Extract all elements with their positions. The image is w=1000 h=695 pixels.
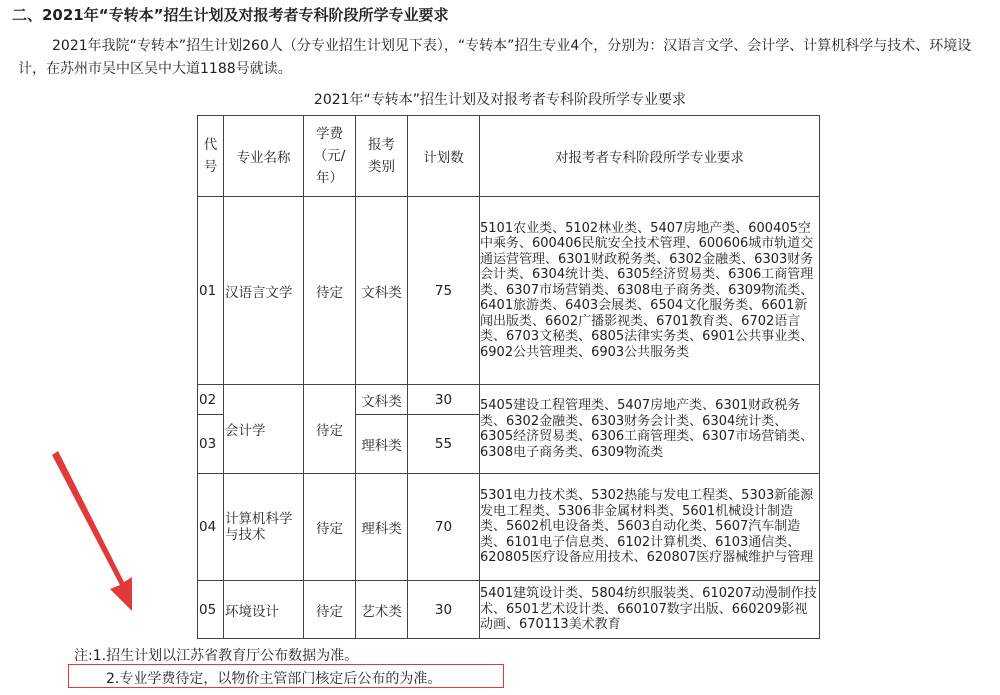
row-requirements: 5301电力技术类、5302热能与发电工程类、5303新能源发电工程类、5306非金属材料类、5601机械设计制造类、5602机电设备类、5603自动化类、5607汽车制造类、6101电子信息类、6102计算机类、6103通信类、620805医疗设备应用技术、620807医疗器械维护与管理 — [480, 474, 820, 581]
section-title: 二、2021年“专转本”招生计划及对报考者专科阶段所学专业要求 — [12, 6, 449, 24]
header-major: 专业名称 — [224, 116, 304, 197]
row-fee: 待定 — [304, 474, 356, 581]
table-row — [198, 197, 820, 385]
row-code: 01 — [198, 197, 224, 385]
row-fee: 待定 — [304, 581, 356, 639]
table-row — [198, 385, 820, 415]
note-1: 注:1.招生计划以江苏省教育厅公布数据为准。 — [74, 648, 359, 664]
row-requirements: 5401建筑设计类、5804纺织服装类、610207动漫制作技术、6501艺术设计类、660107数字出版、660209影视动画、670113美术教育 — [480, 581, 820, 639]
row-major: 汉语言文学 — [224, 197, 304, 385]
row-code: 04 — [198, 474, 224, 581]
row-fee: 待定 — [304, 385, 356, 474]
red-arrow-annotation — [40, 445, 150, 615]
header-type: 报考 类别 — [356, 116, 408, 197]
intro-paragraph: 2021年我院“专转本”招生计划260人（分专业招生计划见下表），“专转本”招生专业4个，分别为：汉语言文学、会计学、计算机科学与技术、环境设计，在苏州市吴中区吴中大道1188号就读。 — [18, 38, 972, 77]
header-code: 代 号 — [198, 116, 224, 197]
row-requirements: 5101农业类、5102林业类、5407房地产类、600405空中乘务、600406民航安全技术管理、600606城市轨道交通运营管理、6301财政税务类、6302金融类、6303财务会计类、6304统计类、6305经济贸易类、6306工商管理类、6307市场营销类、6308电子商务类、6309物流类、6401旅游类、6403会展类、6504文化服务类、6601新闻出版类、6602广播影视类、6701教育类、6702语言类、6703文秘类、6805法律实务类、6901公共事业类、6902公共管理类、6903公共服务类 — [480, 197, 820, 385]
table-row — [198, 581, 820, 639]
row-code: 05 — [198, 581, 224, 639]
enrollment-plan-table — [197, 115, 820, 639]
row-requirements: 5405建设工程管理类、5407房地产类、6301财政税务类、6302金融类、6303财务会计类、6304统计类、6305经济贸易类、6306工商管理类、6307市场营销类、6308电子商务类、6309物流类 — [480, 385, 820, 474]
row-plan: 30 — [408, 385, 480, 415]
row-type: 文科类 — [356, 385, 408, 415]
row-fee: 待定 — [304, 197, 356, 385]
row-plan: 30 — [408, 581, 480, 639]
row-type: 文科类 — [356, 197, 408, 385]
table-row — [198, 474, 820, 581]
row-major: 计算机科学与技术 — [224, 474, 304, 581]
row-plan: 75 — [408, 197, 480, 385]
header-plan: 计划数 — [408, 116, 480, 197]
highlight-box — [68, 664, 504, 688]
row-type: 艺术类 — [356, 581, 408, 639]
header-fee: 学费 （元/ 年） — [304, 116, 356, 197]
table-caption: 2021年“专转本”招生计划及对报考者专科阶段所学专业要求 — [313, 92, 687, 108]
header-requirements: 对报考者专科阶段所学专业要求 — [480, 116, 820, 197]
row-code: 02 — [198, 385, 224, 415]
row-major: 会计学 — [224, 385, 304, 474]
note-2: 2.专业学费待定，以物价主管部门核定后公布的为准。 — [106, 671, 442, 687]
row-plan: 55 — [408, 415, 480, 474]
row-major: 环境设计 — [224, 581, 304, 639]
row-type: 理科类 — [356, 474, 408, 581]
row-type: 理科类 — [356, 415, 408, 474]
row-code: 03 — [198, 415, 224, 474]
row-plan: 70 — [408, 474, 480, 581]
table-header-row — [198, 116, 820, 197]
